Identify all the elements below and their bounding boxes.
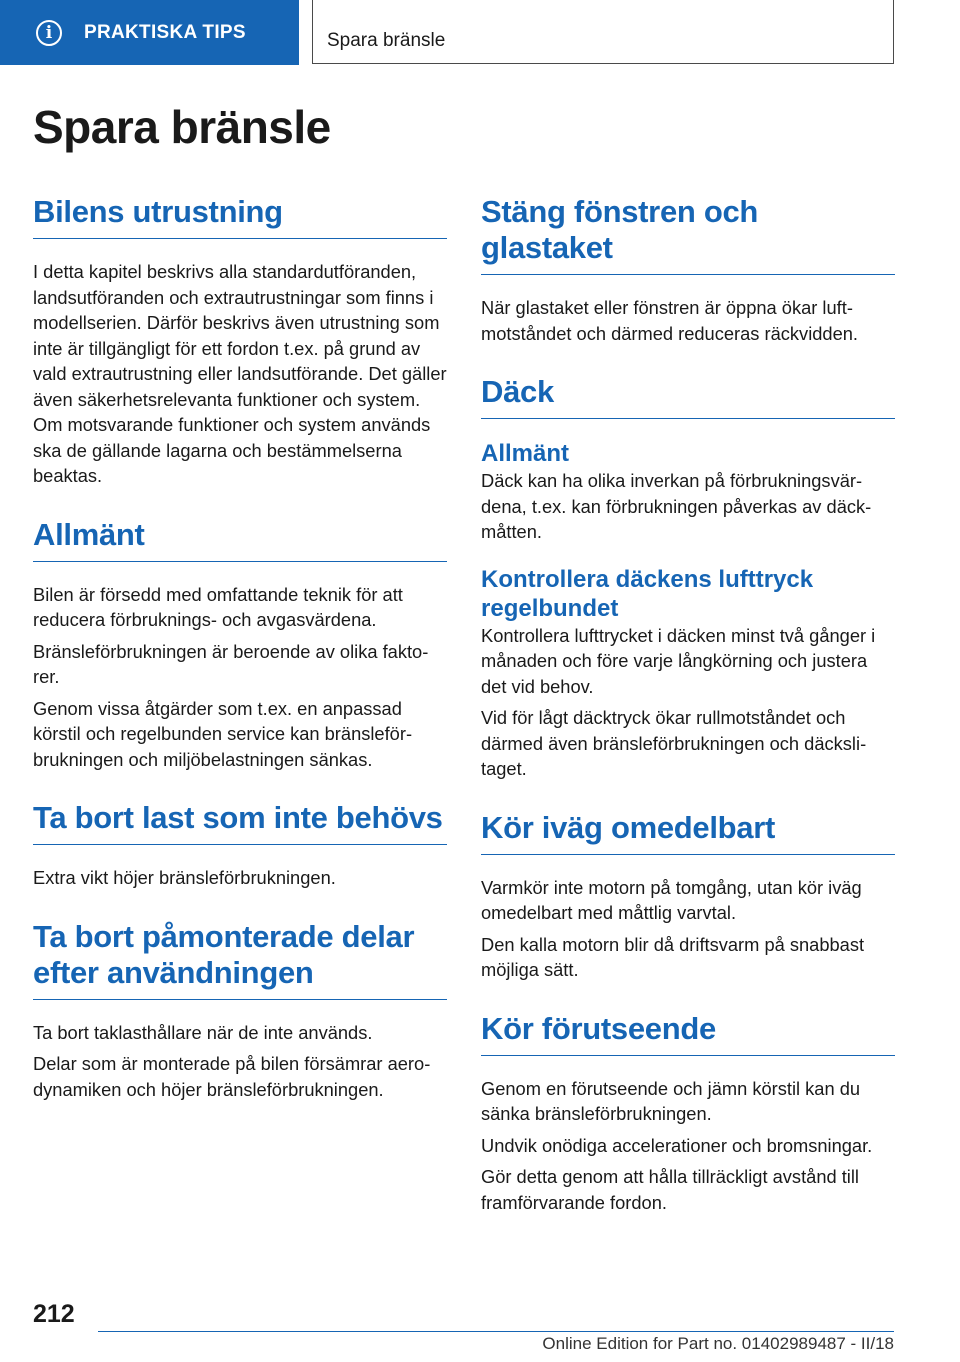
paragraph: Kontrollera lufttrycket i däcken minst två gånger i månaden och före varje långkörning och justera det vid behov.: [481, 624, 876, 697]
section-tyres: [481, 370, 895, 782]
paragraph: Varmkör inte motorn på tomgång, utan kör iväg omedelbart med måttlig varvtal.: [481, 876, 862, 923]
section-anticipate: [481, 1007, 895, 1216]
header-title-box: [312, 0, 894, 64]
subsection-heading: Allmänt: [481, 440, 570, 467]
section-windows: [481, 190, 895, 346]
paragraph: Däck kan ha olika inverkan på förbrukningsvärdena, t.ex. kan förbrukningen påverkas av däckmåtten.: [481, 470, 872, 542]
subsection-heading: Kontrollera däckens lufttryck regelbundet: [481, 565, 814, 622]
section-heading: Kör iväg omedelbart: [481, 806, 895, 855]
paragraph: När glastaket eller fönstren är öppna ökar luftmotståndet och därmed reduceras räckvidden.: [481, 297, 858, 344]
section-heading: Stäng fönstren och glastaket: [481, 190, 895, 275]
section-general: [33, 513, 447, 773]
section-remove-parts: [33, 915, 447, 1103]
section-remove-load: [33, 796, 447, 891]
info-icon: i: [36, 20, 62, 46]
paragraph: Bränsleförbrukningen är beroende av olika faktorer.: [33, 640, 429, 687]
header-tab-label: PRAKTISKA TIPS: [84, 21, 246, 43]
paragraph: Genom en förutseende och jämn körstil kan du sänka bränsleförbrukningen.: [481, 1077, 861, 1124]
paragraph: Delar som är monterade på bilen försämrar aerodynamiken och höjer bränsleförbrukningen.: [33, 1053, 431, 1100]
section-heading: Bilens utrustning: [33, 190, 447, 239]
page-number: 212: [33, 1300, 75, 1328]
paragraph: I detta kapitel beskrivs alla standardutföranden, landsutföranden och extrautrustningar som finns i modellserien. Därför beskrivs även utrustning som inte är tillgängligt för ett fordon t.ex. på grund av vald extrautrustning eller landsutförande. Det gäller även säkerhetsrelevanta funktioner och system. Om motsvarande funktioner och system används ska de gällande lagarna och bestämmelserna beaktas.: [33, 261, 447, 486]
section-heading: Ta bort last som inte behövs: [33, 796, 447, 845]
header-section-tab[interactable]: [0, 0, 299, 65]
paragraph: Undvik onödiga accelerationer och bromsningar.: [481, 1134, 873, 1156]
page-title: Spara bränsle: [33, 101, 331, 153]
paragraph: Extra vikt höjer bränsleförbrukningen.: [33, 867, 336, 888]
section-heading: Allmänt: [33, 513, 447, 562]
paragraph: Genom vissa åtgärder som t.ex. en anpassad körstil och regelbunden service kan bränsleförbrukningen och miljöbelastningen sänkas.: [33, 697, 413, 770]
header-section-title: Spara bränsle: [327, 30, 446, 51]
paragraph: Vid för lågt däcktryck ökar rullmotståndet och därmed även bränsleförbrukningen och däckslitaget.: [481, 707, 867, 779]
paragraph: Gör detta genom att hålla tillräckligt avstånd till framförvarande fordon.: [481, 1166, 859, 1213]
section-drive-off: [481, 806, 895, 983]
right-column: [481, 190, 895, 1239]
subsection-tyre-pressure: [481, 565, 895, 782]
section-heading: Ta bort påmonterade delar efter användningen: [33, 915, 447, 1000]
section-heading: Däck: [481, 370, 895, 419]
paragraph: Bilen är försedd med omfattande teknik för att reducera förbruknings- och avgasvärdena.: [33, 583, 403, 630]
footer-edition-text: Online Edition for Part no. 01402989487 - II/18: [542, 1334, 894, 1353]
left-column: [33, 190, 447, 1126]
section-heading: Kör förutseende: [481, 1007, 895, 1056]
subsection-tyres-general: [481, 439, 895, 545]
paragraph: Ta bort taklasthållare när de inte används.: [33, 1021, 373, 1043]
section-equipment: [33, 190, 447, 489]
paragraph: Den kalla motorn blir då driftsvarm på snabbast möjliga sätt.: [481, 933, 865, 980]
footer-divider: [98, 1331, 894, 1332]
